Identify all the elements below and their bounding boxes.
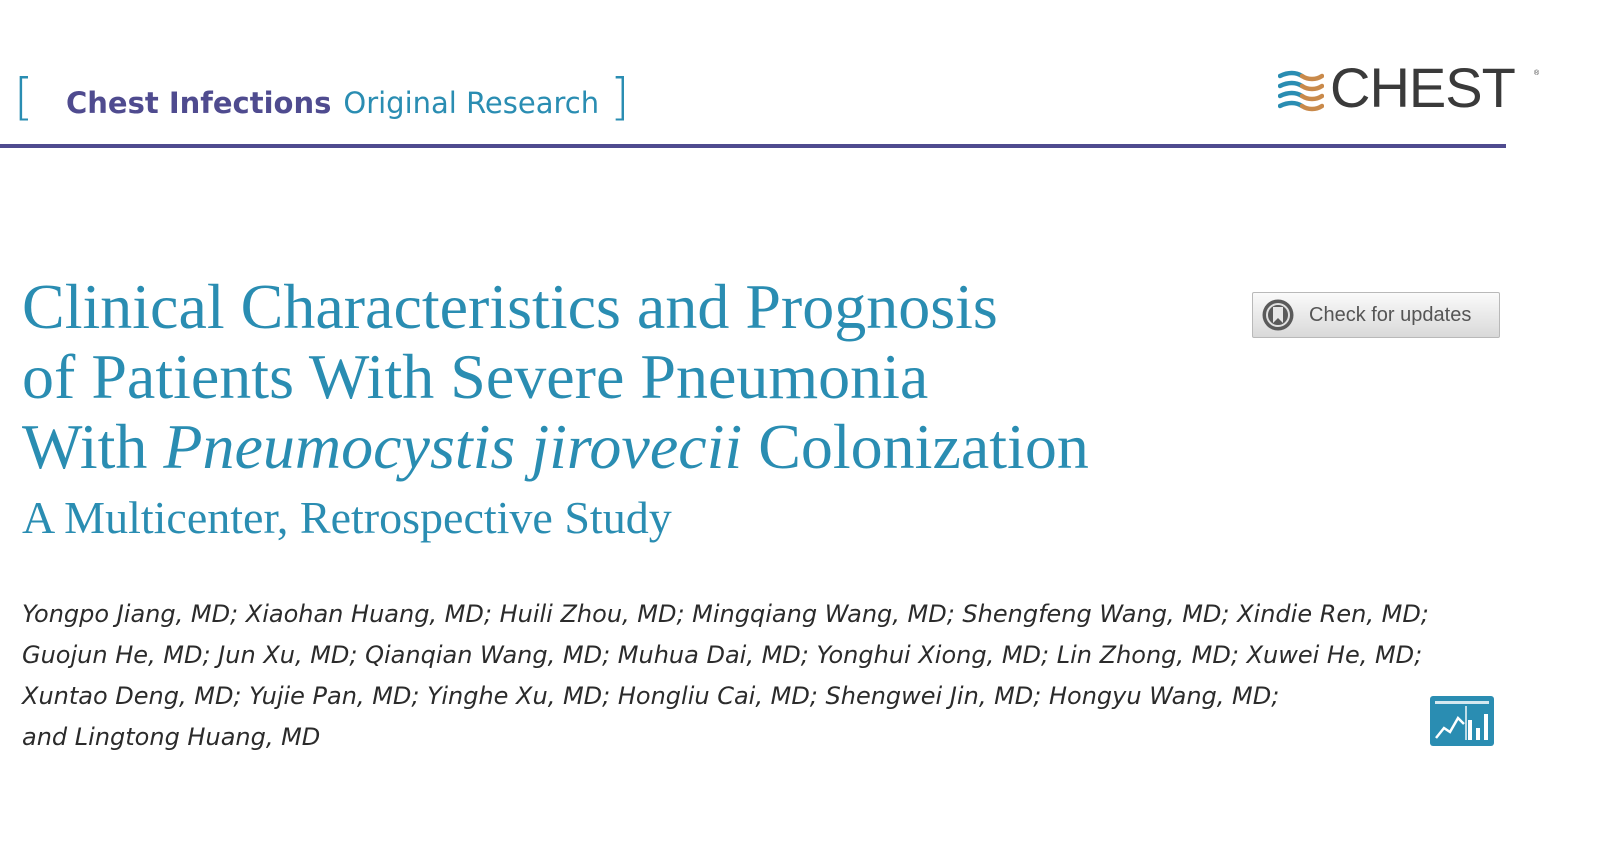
title-line-3 (22, 412, 1222, 482)
header-divider (0, 144, 1506, 148)
title-line-2: of Patients With Severe Pneumonia (22, 341, 929, 412)
article-type-label: Original Research (343, 86, 600, 120)
chest-logo-word: CHEST (1330, 56, 1515, 119)
chest-journal-logo[interactable] (1278, 56, 1540, 120)
chest-logo-mark-icon (1278, 70, 1324, 114)
check-for-updates-label: Check for updates (1309, 303, 1472, 326)
author-line-4: and Lingtong Huang, MD (22, 723, 321, 751)
title-line-1: Clinical Characteristics and Prognosis (22, 271, 998, 342)
title-line-3-prefix: With (22, 411, 164, 482)
organism-name: Pneumocystis jirovecii (163, 411, 743, 482)
article-subtitle: A Multicenter, Retrospective Study (22, 492, 672, 543)
section-label (66, 86, 599, 120)
author-line-2: Guojun He, MD; Jun Xu, MD; Qianqian Wang, MD; Muhua Dai, MD; Yonghui Xiong, MD; Lin Zhong, MD; Xuwei He, MD; (22, 641, 1423, 669)
author-line-1: Yongpo Jiang, MD; Xiaohan Huang, MD; Huili Zhou, MD; Mingqiang Wang, MD; Shengfeng Wang, MD; Xindie Ren, MD; (22, 600, 1429, 628)
bracket-close: ] (610, 68, 630, 126)
author-line-3: Xuntao Deng, MD; Yujie Pan, MD; Yinghe Xu, MD; Hongliu Cai, MD; Shengwei Jin, MD; Hongyu Wang, MD; (22, 682, 1280, 710)
category-label: Chest Infections (66, 86, 332, 120)
registered-mark: ® (1534, 70, 1540, 77)
author-list (22, 594, 1522, 758)
article-title (22, 272, 1222, 482)
bookmark-icon (1261, 298, 1295, 332)
title-line-3-suffix: Colonization (742, 411, 1089, 482)
check-for-updates-button[interactable] (1252, 292, 1500, 338)
bracket-open: [ (14, 68, 34, 126)
article-metrics-icon[interactable] (1430, 696, 1494, 746)
